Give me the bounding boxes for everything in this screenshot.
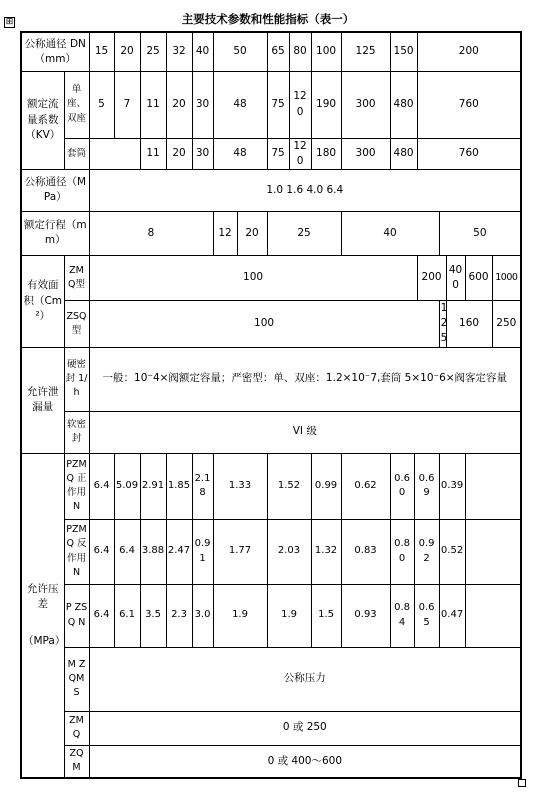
leakage-row-soft — [21, 411, 521, 453]
area-value: 160 — [446, 300, 492, 347]
diff-value: 1.52 — [267, 453, 311, 519]
diff-label-top: 允许压差 — [27, 582, 59, 610]
diff-pzmq-positive-label: PZMQ 正作用 N — [64, 453, 89, 519]
leakage-row-hard — [21, 347, 521, 411]
diff-mzqm-label: M ZQM S — [64, 647, 89, 711]
diff-value: 0.60 — [390, 453, 414, 519]
dn-value: 32 — [166, 32, 192, 71]
diff-value: 0.39 — [439, 453, 465, 519]
diff-value: 0.99 — [311, 453, 341, 519]
diff-zmq-value: 0 或 250 — [89, 711, 521, 745]
area-zsq-label: ZSQ型 — [64, 300, 89, 347]
kv-sleeve-label: 套筒 — [64, 138, 89, 169]
diff-value: 0.83 — [341, 519, 390, 584]
area-value: 100 — [89, 300, 439, 347]
pressure-label: 公称通径（MPa） — [21, 169, 89, 211]
kv-value: 75 — [267, 71, 289, 138]
area-value: 600 — [465, 255, 492, 300]
dn-value: 40 — [192, 32, 213, 71]
diff-value: 1.9 — [267, 584, 311, 647]
diff-value: 2.03 — [267, 519, 311, 584]
dn-value: 50 — [213, 32, 267, 71]
area-value: 400 — [446, 255, 465, 300]
kv-value: 30 — [192, 71, 213, 138]
diff-value: 3.88 — [140, 519, 166, 584]
area-label: 有效面积（Cm²） — [21, 255, 64, 347]
stroke-value: 50 — [439, 211, 521, 255]
kv-value: 760 — [417, 138, 521, 169]
kv-value: 75 — [267, 138, 289, 169]
diff-row-mzqm — [21, 647, 521, 711]
area-value: 200 — [417, 255, 446, 300]
area-row-zmq — [21, 255, 521, 300]
diff-label — [21, 453, 64, 778]
kv-value: 20 — [166, 138, 192, 169]
dn-value: 65 — [267, 32, 289, 71]
diff-pzmq-negative-label: PZMQ 反作用 N — [64, 519, 89, 584]
kv-value — [89, 138, 140, 169]
dn-row — [21, 32, 521, 71]
diff-empty-cell — [465, 584, 521, 647]
diff-value: 0.69 — [414, 453, 439, 519]
pressure-value: 1.0 1.6 4.0 6.4 — [89, 169, 521, 211]
diff-value: 0.65 — [414, 584, 439, 647]
stroke-value: 8 — [89, 211, 213, 255]
dn-value: 150 — [390, 32, 417, 71]
table-resize-handle[interactable] — [518, 779, 526, 787]
area-value: 1000 — [492, 255, 521, 300]
leakage-soft-value: VI 级 — [89, 411, 521, 453]
diff-value: 6.4 — [114, 519, 140, 584]
leakage-hard-label: 硬密封 1/h — [64, 347, 89, 411]
stroke-value: 25 — [267, 211, 341, 255]
dn-value: 200 — [417, 32, 521, 71]
kv-value: 11 — [140, 71, 166, 138]
kv-value: 5 — [89, 71, 114, 138]
dn-value: 80 — [289, 32, 311, 71]
diff-value: 0.84 — [390, 584, 414, 647]
kv-row-sleeve — [21, 138, 521, 169]
leakage-hard-value: 一般：10⁻4×阀额定容量；严密型：单、双座：1.2×10⁻7,套筒 5×10⁻6×阀客定容量 — [89, 347, 521, 411]
kv-value: 30 — [192, 138, 213, 169]
diff-pzsq-label: P ZSQ N — [64, 584, 89, 647]
kv-value: 480 — [390, 71, 417, 138]
pressure-row — [21, 169, 521, 211]
dn-label: 公称通径 DN（mm） — [21, 32, 89, 71]
kv-single-double-label: 单座、双座 — [64, 71, 89, 138]
area-value: 250 — [492, 300, 521, 347]
area-row-zsq — [21, 300, 521, 347]
diff-mzqm-value: 公称压力 — [89, 647, 521, 711]
kv-value: 11 — [140, 138, 166, 169]
dn-value: 25 — [140, 32, 166, 71]
diff-row-zqm — [21, 745, 521, 778]
diff-value: 3.0 — [192, 584, 213, 647]
diff-label-unit: （MPa） — [23, 634, 66, 647]
kv-value: 480 — [390, 138, 417, 169]
diff-zmq-label: ZMQ — [64, 711, 89, 745]
diff-row-zmq — [21, 711, 521, 745]
diff-value: 0.52 — [439, 519, 465, 584]
stroke-value: 20 — [237, 211, 267, 255]
diff-row-pzmq-negative — [21, 519, 521, 584]
stroke-value: 40 — [341, 211, 439, 255]
dn-value: 15 — [89, 32, 114, 71]
diff-zqm-label: ZQM — [64, 745, 89, 778]
table-move-handle[interactable]: ⊞ — [5, 17, 14, 27]
leakage-soft-label: 软密封 — [64, 411, 89, 453]
diff-value: 0.80 — [390, 519, 414, 584]
diff-empty-cell — [465, 519, 521, 584]
diff-value: 3.5 — [140, 584, 166, 647]
spec-table — [20, 31, 522, 779]
kv-value: 180 — [311, 138, 341, 169]
diff-value: 0.91 — [192, 519, 213, 584]
dn-value: 100 — [311, 32, 341, 71]
diff-row-pzsq — [21, 584, 521, 647]
diff-value: 2.91 — [140, 453, 166, 519]
stroke-value: 12 — [213, 211, 237, 255]
diff-value: 1.32 — [311, 519, 341, 584]
leakage-label: 允许泄漏量 — [21, 347, 64, 453]
diff-value: 2.18 — [192, 453, 213, 519]
diff-value: 0.47 — [439, 584, 465, 647]
diff-value: 0.92 — [414, 519, 439, 584]
diff-value: 0.62 — [341, 453, 390, 519]
kv-value: 7 — [114, 71, 140, 138]
kv-value: 48 — [213, 71, 267, 138]
diff-empty-cell — [465, 453, 521, 519]
kv-row-single-double — [21, 71, 521, 138]
dn-value: 125 — [341, 32, 390, 71]
page-title: 主要技术参数和性能指标（表一） — [181, 12, 355, 26]
diff-zqm-value: 0 或 400～600 — [89, 745, 521, 778]
diff-value: 6.1 — [114, 584, 140, 647]
area-value: 100 — [89, 255, 417, 300]
diff-value: 5.09 — [114, 453, 140, 519]
diff-value: 2.47 — [166, 519, 192, 584]
kv-label: 额定流量系数（KV） — [21, 71, 64, 169]
kv-value: 300 — [341, 71, 390, 138]
area-value: 125 — [439, 300, 446, 347]
kv-value: 20 — [166, 71, 192, 138]
kv-value: 120 — [289, 138, 311, 169]
diff-value: 2.3 — [166, 584, 192, 647]
diff-value: 6.4 — [89, 453, 114, 519]
diff-value: 1.77 — [213, 519, 267, 584]
diff-value: 1.5 — [311, 584, 341, 647]
kv-value: 300 — [341, 138, 390, 169]
dn-value: 20 — [114, 32, 140, 71]
diff-value: 1.85 — [166, 453, 192, 519]
area-zmq-label: ZMQ型 — [64, 255, 89, 300]
diff-value: 6.4 — [89, 519, 114, 584]
kv-value: 760 — [417, 71, 521, 138]
diff-value: 6.4 — [89, 584, 114, 647]
kv-value: 190 — [311, 71, 341, 138]
diff-value: 1.33 — [213, 453, 267, 519]
kv-value: 48 — [213, 138, 267, 169]
diff-value: 1.9 — [213, 584, 267, 647]
diff-row-pzmq-positive — [21, 453, 521, 519]
stroke-label: 额定行程（mm） — [21, 211, 89, 255]
stroke-row — [21, 211, 521, 255]
diff-value: 0.93 — [341, 584, 390, 647]
kv-value: 120 — [289, 71, 311, 138]
